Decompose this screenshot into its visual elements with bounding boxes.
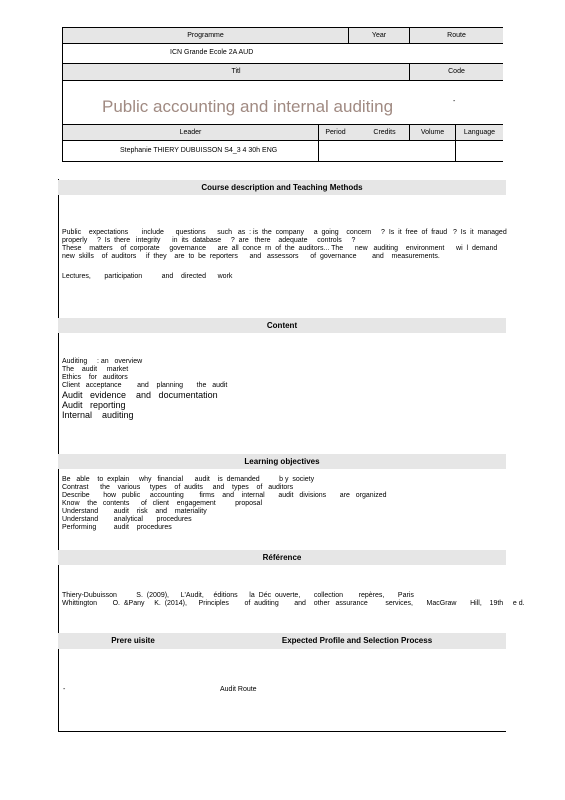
objectives-heading: Learning objectives [58,454,506,469]
expected-profile-value: Audit Route [220,686,257,693]
leader-label: Leader [179,129,202,136]
code-label: Code [448,68,465,75]
content-heading: Content [58,318,506,333]
reference-list: Thiery-Dubuisson S. (2009), L'Audit, éditions la Déc ouverte, collection repères, Paris Whittington O. &Pany K. (2014), Principles of auditing and other assurance services, MacGraw Hill, 19th e d. [62,592,525,607]
language-label: Language [463,129,496,136]
title-label: Titl [231,68,241,75]
leader-value: Stephanie THIERY DUBUISSON S4_3 4 30h ENG [120,147,278,154]
content-list: Auditing : an overview The audit market Ethics for auditors Client acceptance and planning the audit Audit evidence and documentation Audit reporting Internal auditing [62,358,228,420]
expected-profile-heading: Expected Profile and Selection Process [281,636,433,645]
period-label: Period [325,129,346,136]
programme-value: ICN Grande Ecole 2A AUD [170,49,254,56]
course-title: Public accounting and internal auditing [102,97,394,116]
programme-label: Programme [187,32,224,39]
prereq-heading: Prere uisite [111,636,155,645]
objectives-list: Be able to explain why financial audit is demanded b y society Contrast the various types of audits and types of auditors Describe how public accounting firms and internal audit divisions are organized Know the contents of client engagement proposal Understand audit risk and materiality Understand analytical procedures Performing audit procedures [62,476,387,531]
course-desc-text: Public expectations include questions such as : is the company a going concern ? Is it free of fraud ? Is it managed properly ? Is there integrity in its database ? are there adequate controls ? These matters of corporate governance are all conce rn of the auditors... The new auditing environment wi l demand new skills of auditors if they are to be reporters and assessors of governance and measurements. Lectures, participation and directed work [62,229,507,280]
course-desc-heading: Course description and Teaching Methods [58,180,506,195]
year-label: Year [371,32,387,39]
code-value: - [453,98,456,105]
credits-label: Credits [373,129,396,136]
prereq-value: - [63,686,66,693]
reference-heading: Référence [58,550,506,565]
route-label: Route [447,32,466,39]
volume-label: Volume [420,129,445,136]
